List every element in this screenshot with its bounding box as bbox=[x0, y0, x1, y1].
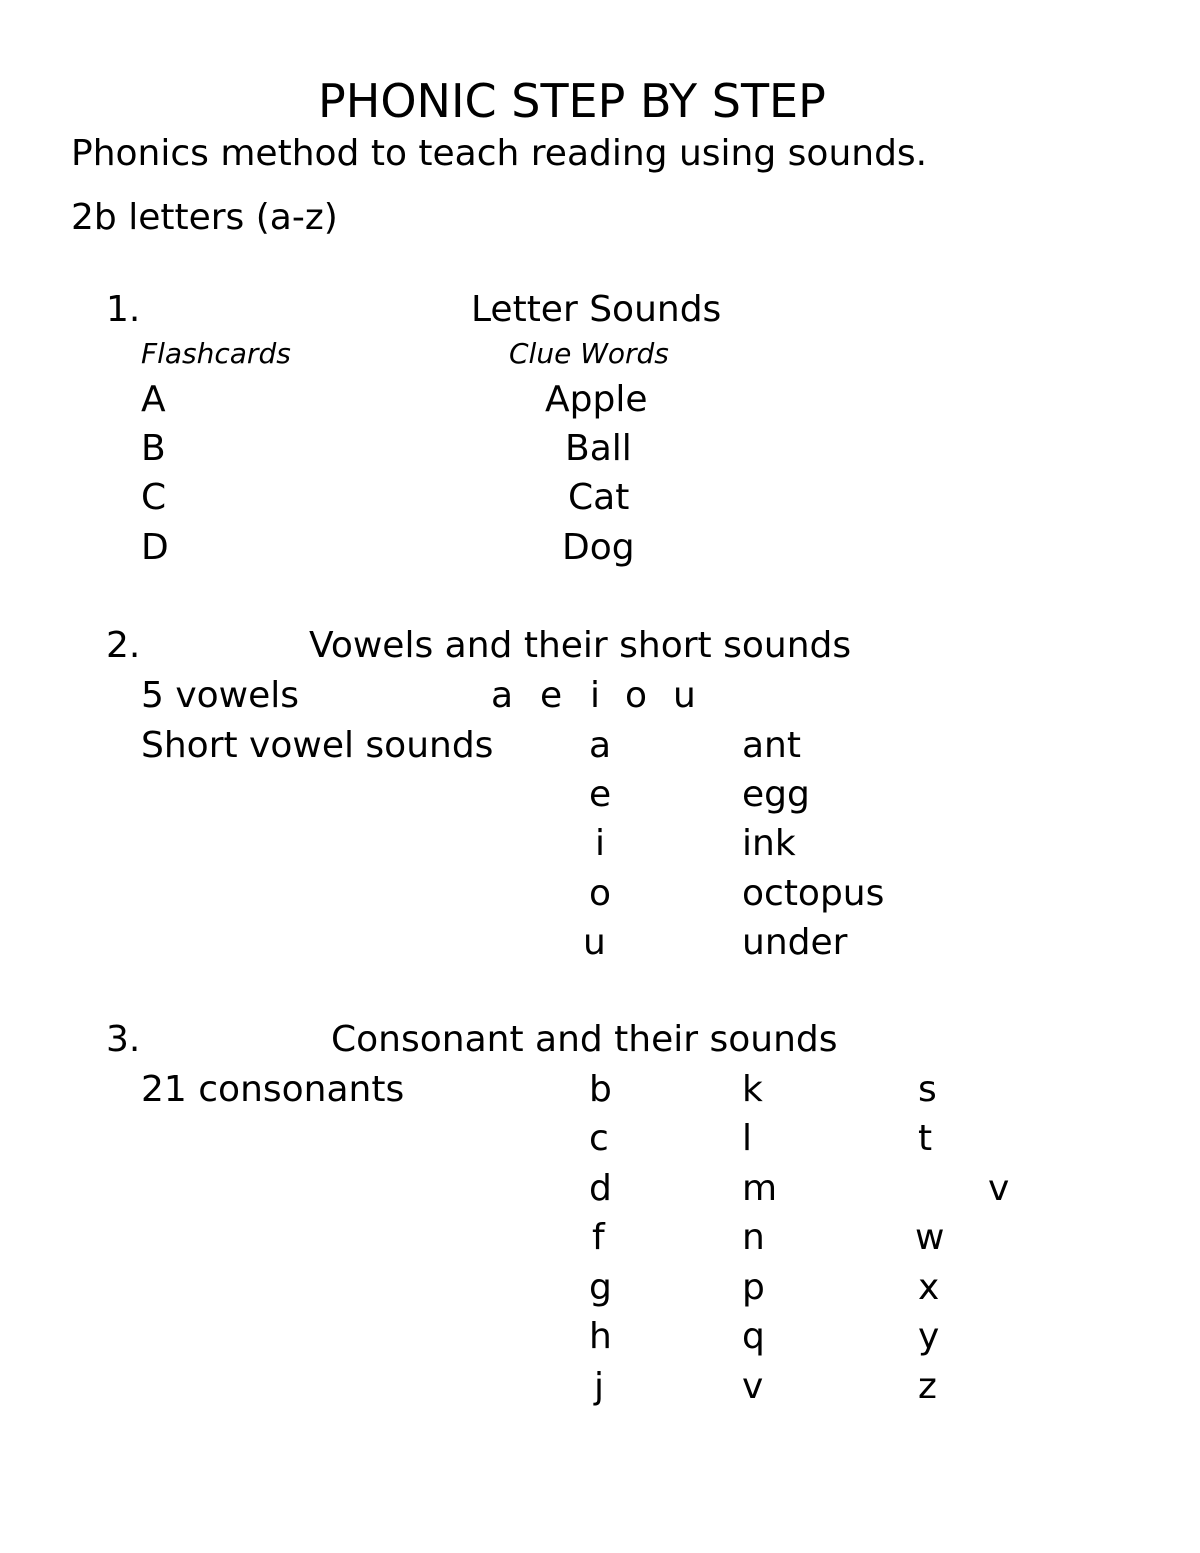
vowel-letter: e bbox=[540, 675, 563, 716]
consonant: l bbox=[742, 1118, 753, 1159]
consonant: n bbox=[742, 1217, 765, 1258]
section3-number: 3. bbox=[106, 1019, 141, 1060]
short-vowel-word: egg bbox=[742, 774, 810, 815]
short-vowel-word: ant bbox=[742, 725, 801, 766]
consonant: f bbox=[592, 1217, 605, 1258]
page-title: PHONIC STEP BY STEP bbox=[318, 74, 826, 128]
short-vowel: a bbox=[589, 725, 612, 766]
consonant: t bbox=[918, 1118, 933, 1159]
clue-word: Cat bbox=[568, 477, 630, 518]
consonant: v bbox=[742, 1366, 764, 1407]
flashcard-letter: D bbox=[141, 527, 169, 568]
short-vowel: o bbox=[589, 873, 612, 914]
consonant: p bbox=[742, 1267, 765, 1308]
consonant: j bbox=[594, 1366, 605, 1407]
section2-heading: Vowels and their short sounds bbox=[309, 625, 852, 666]
short-vowel: i bbox=[595, 823, 606, 864]
intro-line: Phonics method to teach reading using sounds. bbox=[71, 133, 928, 174]
consonant: c bbox=[589, 1118, 609, 1159]
short-vowel-word: ink bbox=[742, 823, 796, 864]
consonant: x bbox=[918, 1267, 940, 1308]
short-vowel-label: Short vowel sounds bbox=[141, 725, 494, 766]
flashcard-letter: A bbox=[141, 379, 166, 420]
consonant: y bbox=[918, 1316, 940, 1357]
clue-word: Dog bbox=[562, 527, 635, 568]
flashcard-letter: B bbox=[141, 428, 166, 469]
section3-heading: Consonant and their sounds bbox=[331, 1019, 838, 1060]
consonant: m bbox=[742, 1168, 778, 1209]
section2-number: 2. bbox=[106, 625, 141, 666]
consonant: g bbox=[589, 1267, 612, 1308]
vowel-letter: a bbox=[491, 675, 514, 716]
consonant: q bbox=[742, 1316, 765, 1357]
section1-heading: Letter Sounds bbox=[471, 289, 722, 330]
consonant: b bbox=[589, 1069, 612, 1110]
vowel-letter: i bbox=[590, 675, 601, 716]
vowel-letter: u bbox=[673, 675, 696, 716]
short-vowel: e bbox=[589, 774, 612, 815]
consonants-label: 21 consonants bbox=[141, 1069, 405, 1110]
consonant: v bbox=[988, 1168, 1010, 1209]
clue-word: Apple bbox=[545, 379, 648, 420]
clue-word: Ball bbox=[565, 428, 632, 469]
section1-number: 1. bbox=[106, 289, 141, 330]
consonant: h bbox=[589, 1316, 612, 1357]
flashcards-header: Flashcards bbox=[141, 337, 291, 370]
consonant: z bbox=[918, 1366, 937, 1407]
short-vowel-word: octopus bbox=[742, 873, 885, 914]
short-vowel-word: under bbox=[742, 922, 848, 963]
short-vowel: u bbox=[583, 922, 606, 963]
flashcard-letter: C bbox=[141, 477, 167, 518]
consonant: k bbox=[742, 1069, 763, 1110]
consonant: w bbox=[915, 1217, 945, 1258]
consonant: s bbox=[918, 1069, 937, 1110]
vowel-letter: o bbox=[625, 675, 648, 716]
letters-line: 2b letters (a-z) bbox=[71, 197, 338, 238]
clue-words-header: Clue Words bbox=[509, 337, 669, 370]
consonant: d bbox=[589, 1168, 612, 1209]
vowels-label: 5 vowels bbox=[141, 675, 300, 716]
